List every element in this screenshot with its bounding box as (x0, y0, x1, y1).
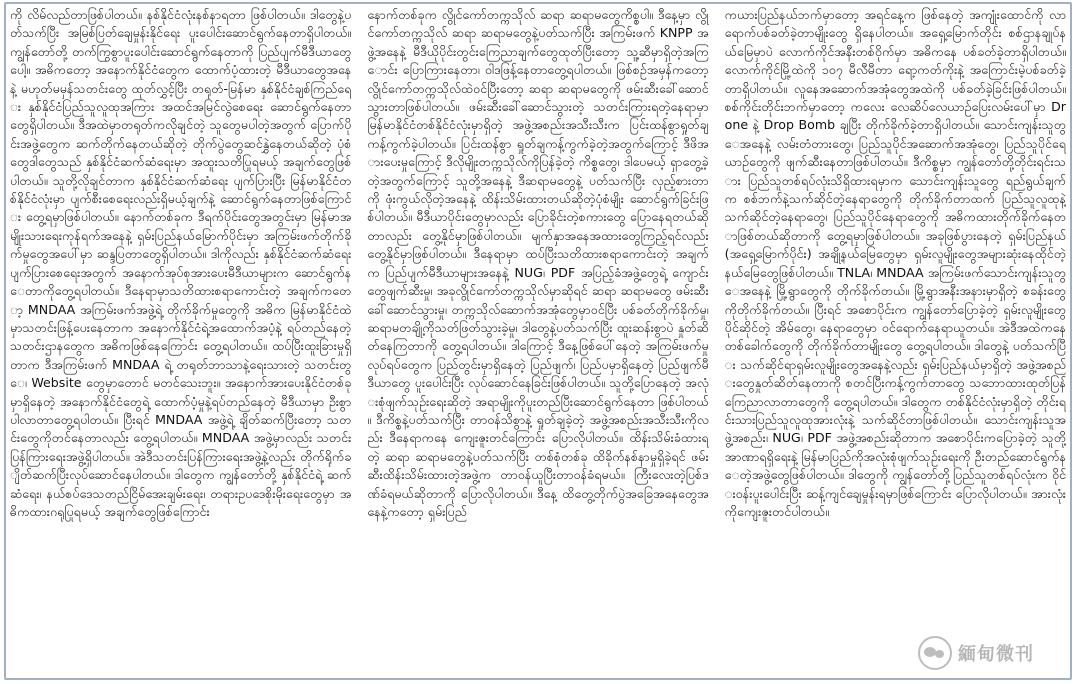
article-column-2 (367, 6, 708, 676)
column-1-text: ကို လိမ်လည်တာဖြစ်ပါတယ်။ နစ်နိုင်ငံလုံးနစ်နာရတာ ဖြစ်ပါတယ်။ ဒါတွေနဲ့ပတ်သက်ပြီး အမြစ်ပြတ်ချေမှုန်းနိုင်ရေး ပူးပေါင်းဆောင်ရွက်နေတာရှိပါတယ်။ ကျွန်တော်တို့ တက်ကြွစွာပူးပေါင်းဆောင်ရွက်နေတာကို ပြည်ပျက်မီဒီယာတွေပေါ့။ အဓိကတော့ အနောက်နိုင်ငံတွေက ထောက်ပံ့ထားတဲ့ မီဒီယာတွေအနေနဲ့ မဟုတ်မမှန်သတင်းတွေ ထုတ်လွှင့်ပြီး တရုတ်-မြန်မာ နှစ်နိုင်ငံချစ်ကြည်ရေး နှစ်နိုင်ငံပြည်သူလူထုအကြား အထင်အမြင်လွဲစေရေး ဆောင်ရွက်နေတာတွေရှိပါတယ်။ ဒီအထဲမှာတရုတ်ကလိုချင်တဲ့ သူတွေမပါတဲ့အတွက် ပြောက်ပိုင်းအဖွဲ့တွေက ဆက်တိုက်နေတယ်ဆိုတဲ့ တိုက်ပွဲတွေဆင်နွှဲနေတယ်ဆိုတဲ့ ပုံစံတွေဒါတွေသည် နှစ်နိုင်ငံဆက်ဆံရေးမှာ အထူးသတိပြုရမယ့် အချက်တွေဖြစ်ပါတယ်။ သူတို့လိုချင်တာက နှစ်နိုင်ငံဆက်ဆံရေး ပျက်ပြားပြီး မြန်မာနိုင်ငံတစ်နိုင်ငံလုံးမှာ ပျက်စီးစေရေးလည်းရှိမယ့်ချက်နဲ့ ဆောင်ရွက်နေတာဖြစ်ကြောင်း တွေ့ရမှာဖြစ်ပါတယ်။ နောက်တစ်ခုက ဒီရက်ပိုင်းတွေအတွင်းမှာ မြန်မာအမျိုးသားရေးကုန်ရက်အနေနဲ့ ရှမ်းပြည်နယ်မြောက်ပိုင်းမှာ အကြမ်းဖက်တိုက်ခိုက်မှုတွေအပေါ်မှာ ဆန္ဒပြတာတွေရှိပါတယ်။ ဒါကိုလည်း နှစ်နိုင်ငံဆက်ဆံရေးပျက်ပြားစေရေးအတွက် အနောက်အုပ်စုအားပေးမီဒီယာများက ဆောင်ရွက်နေတာကိုတွေ့ရပါတယ်။ ဒီနေရာမှာသတိထားစရာကောင်းတဲ့ အချက်ကတော့ MNDAA အကြမ်းဖက်အဖွဲ့ရဲ့ တိုက်ခိုက်မှုတွေကို အဓိက မြန်မာနိုင်ငံထဲမှာသတင်းဖြန့်ပေးနေတာက အနောက်နိုင်ငံရဲ့အထောက်အပံ့နဲ့ ရပ်တည်နေတဲ့သတင်းဌာနတွေက အဓိကဖြစ်နေကြောင်း တွေ့ရပါတယ်။ ထပ်ပြီးထူးခြားမှုရှိတာက ဒီအကြမ်းဖက် MNDAA ရဲ့ တရုတ်ဘာသာနဲ့ရေးသားတဲ့ သတင်းတွေ၊ Website တွေမှာတောင် မတင်သေးဘူး။ အနောက်အားပေးနိုင်ငံတစ်ခုမှာရှိနေတဲ့ အနောက်နိုင်ငံတွေရဲ့ ထောက်ပံ့မှုနဲ့ရပ်တည်နေတဲ့ မီဒီယာမှာ ဦးစွာပါလာတာတွေ့ရပါတယ်။ ပြီးရင် MNDAA အဖွဲ့ရဲ့ ချိတ်ဆက်ပြီးတော့ သတင်းတွေကိုတင်နေတာလည်း တွေ့ရပါတယ်။ MNDAA အဖွဲ့မှာလည်း သတင်းပြန်ကြားရေးအဖွဲ့ရှိပါတယ်။ အဲဒီသတင်းပြန်ကြားရေးအဖွဲ့နဲ့လည်း တိုက်ရိုက်ချိတ်ဆက်ပြီးလုပ်ဆောင်နေပါတယ်။ ဒါတွေက ကျွန်တော်တို့ နှစ်နိုင်ငံရဲ့ ဆက်ဆံရေး၊ နယ်စပ်ဒေသတည်ငြိမ်အေးချမ်းရေး၊ တရားဥပဒေစိုးမိုးရေးတွေမှာ အဓိကထားဂရုပြုရမယ့် အချက်တွေဖြစ်ကြောင်း (10, 7, 352, 519)
watermark-text: 緬甸微刊 (958, 644, 1034, 665)
wechat-icon (918, 636, 952, 670)
article-column-1 (10, 6, 351, 676)
article-column-3 (725, 6, 1066, 676)
watermark (918, 636, 1034, 670)
column-3-text: ကယားပြည်နယ်ဘက်မှာတော့ အရင်နေ့က ဖြစ်နေတဲ့ အကျုံးထောင်ကို လာရောက်ပစ်ခတ်ခဲ့တာမျိုးတွေ ရှိနေပါတယ်။ အရှေ့မြောက်တိုင်း စစ်ဌာနချုပ်နယ်မြေမှာပဲ လောက်ကိုင်အနီးတစ်ဝိုက်မှာ အဓိကနေ ပစ်ခတ်ခဲ့တာရှိပါတယ်။ လောက်ကိုင်မြို့ထဲကို ၁၀၇ မီလီမီတာ ရော့ကတ်ကိုးနဲ့ အကြောင်းမဲ့ပစ်ခတ်ခဲ့တာရှိပါတယ်။ လူနေအဆောက်အအုံတွေအထဲကို ပစ်ခတ်ခဲ့ခြင်းဖြစ်ပါတယ်။ စစ်ကိုင်းတိုင်းဘက်မှာတော့ ကလေး လေဆိပ်လေယာဉ်ပြေးလမ်းပေါ်မှာ Drone နဲ့ Drop Bomb ချပြီး တိုက်ခိုက်ခဲ့တာရှိပါတယ်။ သောင်းကျန်းသူတွေအနေနဲ့ လမ်းတံတားတွေ၊ ပြည်သူပိုင်အဆောက်အအုံတွေ၊ ပြည်သူပိုင်ရေယာဉ်တွေကို ဖျက်ဆီးနေတာဖြစ်ပါတယ်။ ဒီကိစ္စမှာ ကျွန်တော်တို့တိုင်းရင်းသား ပြည်သူတစ်ရပ်လုံးသိရှိထားရမှာက သောင်းကျန်းသူတွေ ရည်ရွယ်ချက်က စစ်ဘက်နဲ့သက်ဆိုင်တဲ့နေရာတွေကို တိုက်ခိုက်တာထက် ပြည်သူလူထုနဲ့သက်ဆိုင်တဲ့နေရာတွေ၊ ပြည်သူပိုင်နေရာတွေကို အဓိကထားတိုက်ခိုက်နေတာဖြစ်တယ်ဆိုတာကို တွေ့ရမှာဖြစ်ပါတယ်။ အခုဖြစ်ပွားနေတဲ့ ရှမ်းပြည်နယ်(အရှေ့မြောက်ပိုင်း) အချို့နယ်မြေတွေမှာ ရှမ်းလူမျိုးတွေအများဆုံးနေထိုင်တဲ့ နယ်မြေတွေဖြစ်ပါတယ်။ TNLA၊ MNDAA အကြမ်းဖက်သောင်းကျန်းသူတွေအနေနဲ့ မြို့ရွာတွေကို တိုက်ခိုက်တယ်။ မြို့ရွာအနီးအနားမှာရှိတဲ့ စခန်းတွေကိုတိုက်ခိုက်တယ်။ ပြီးရင် အစောပိုင်းက ကျွန်တော်ပြောခဲ့တဲ့ ရှမ်းလူမျိုးတွေပိုင်ဆိုင်တဲ့ အိမ်တွေ၊ နေရာတွေမှာ ဝင်ရောက်နေရာယူတယ်။ အဲဒီအထဲကနေ တစ်ခေါက်တွေကို တိုက်ခိုက်တာမျိုးတွေ တွေ့ရပါတယ်။ ဒါတွေနဲ့ ပတ်သက်ပြီး သက်ဆိုင်ရာရှမ်းလူမျိုးတွေအနေနဲ့လည်း ရှမ်းပြည်နယ်မှာရှိတဲ့ အဖွဲ့အစည်းတွေနှုတ်ဆိတ်နေတာကို စတင်ပြီးကန့်ကွက်တာတွေ သဘောထားထုတ်ပြန်ကြေညာလာတာတွေကို တွေ့ရပါတယ်။ ဒါတွေက တစ်နိုင်ငံလုံးမှာရှိတဲ့ တိုင်းရင်းသားပြည်သူလူထုအားလုံးနဲ့ သက်ဆိုင်တာဖြစ်ပါတယ်။ သောင်းကျန်းသူအဖွဲ့အစည်း၊ NUG၊ PDF အဖွဲ့အစည်းဆိုတာက အစောပိုင်းကပြောခဲ့တဲ့ သူတို့အာဏာရရှိရေးနဲ့ မြန်မာပြည်ကိုအလုံးစုံဖျက်သုဉ်းရေးကို ဦးတည်ဆောင်ရွက်နေတဲ့အဖွဲ့တွေဖြစ်ပါတယ်။ ဒါတွေကို ကျွန်တော်တို့ပြည်သူတစ်ရပ်လုံးက ဝိုင်းဝန်းပူးပေါင်းပြီး ဆန့်ကျင်ချေမှုန်းရမှာဖြစ်ကြောင်း ပြောလိုပါတယ်။ အားလုံးကိုကျေးဇူးတင်ပါတယ်။ (724, 7, 1066, 519)
article-columns (10, 6, 1066, 676)
column-2-text: နောက်တစ်ခုက လွိုင်ကော်တက္ကသိုလ် ဆရာ ဆရာမတွေကိစ္စပါ။ ဒီနေ့မှာ လွိုင်ကော်တက္ကသိုလ် ဆရာ ဆရာမတွေနဲ့ပတ်သက်ပြီး အကြမ်းဖက် KNPP အဖွဲ့အနေနဲ့ မီဒီယိုပိုင်းတွင်းကြေညာချက်တွေထုတ်ပြီးတော့ သူ့ဆီမှာရှိတဲ့အကြောင်း ပြောကြားနေတာ၊ ဝါဒဖြန့်နေတာတွေ့ရပါတယ်။ ဖြစ်စဉ်အမှန်ကတော့ လွိုင်ကော်တက္ကသိုလ်ထဲဝင်ပြီးတော့ ဆရာ ဆရာမတွေကို ဖမ်းဆီးခေါ်ဆောင်သွားတာဖြစ်ပါတယ်။ ဖမ်းဆီးခေါ်ဆောင်သွားတဲ့ သတင်းကြားရတဲ့နေရာမှာ မြန်မာနိုင်ငံတစ်နိုင်ငံလုံးမှာရှိတဲ့ အဖွဲ့အစည်းအသီးသီးက ပြင်းထန်စွာရှုတ်ချကန့်ကွက်ခဲ့ပါတယ်။ ပြင်းထန်စွာ ရှုတ်ချကန့်ကွက်ခဲ့တဲ့အတွက်ကြောင့် ဒီဖိအားပေးမှုကြောင့် ဒီလိုမျိုးတက္ကသိုလ်ကိုပြန်ခဲ့တဲ့ ကိစ္စတွေ၊ ဒါပေမယ့် ရှာတွေ့ခဲ့တဲ့အတွက်ကြောင့် သူတို့အနေနဲ့ ဒီဆရာမတွေနဲ့ ပတ်သက်ပြီး လှည့်စားတာကို ဖုံးကွယ်လိုတဲ့အနေနဲ့ ထိန်းသိမ်းထားတယ်ဆိုတဲ့ပုံစံမျိုး ဆောင်ရွက်ခြင်းဖြစ်ပါတယ်။ မီဒီယာပိုင်းတွေမှာလည်း ပြောခိုင်းတဲ့စကားတွေ ပြောနေရတယ်ဆိုတာလည်း တွေ့နိုင်မှာဖြစ်ပါတယ်။ မျက်နှာအနေအထားတွေကြည့်ရင်လည်း တွေ့နိုင်မှာဖြစ်ပါတယ်။ ဒီနေရာမှာ ထပ်ပြီးသတိထားစရာကောင်းတဲ့ အချက်က ပြည်ပျက်မီဒီယာများအနေနဲ့ NUG၊ PDF အပြည့်ခံအဖွဲ့တွေရဲ့ ကျောင်းတွေဖျက်ဆီးမှု၊ အခုလွိုင်ကော်တက္ကသိုလ်မှာဆိုရင် ဆရာ ဆရာမတွေ ဖမ်းဆီးခေါ်ဆောင်သွားမှု၊ တက္ကသိုလ်ဆောက်အအုံတွေမှာဝင်ပြီး ပစ်ခတ်တိုက်ခိုက်မှု၊ ဆရာမတချို့ကိုသတ်ဖြတ်သွားခဲ့မှု၊ ဒါတွေနဲ့ပတ်သက်ပြီး ထူးဆန်းစွာပဲ နှုတ်ဆိတ်နေကြတာကို တွေ့ရပါတယ်။ ဒါကြောင့် ဒီနေ့ဖြစ်ပေါ်နေတဲ့ အကြမ်းဖက်မှုလုပ်ရပ်တွေက ပြည်တွင်းမှာရှိနေတဲ့ ပြည်ဖျက်၊ ပြည်ပမှာရှိနေတဲ့ ပြည်ဖျက်မီဒီယာတွေ ပူးပေါင်းပြီး လုပ်ဆောင်နေခြင်းဖြစ်ပါတယ်။ သူတို့ပြောနေတဲ့ အလုံးစုံဖျက်သုဉ်းရေးဆိုတဲ့ အရာမျိုးကိုပူးတည်ပြီးဆောင်ရွက်နေတာ ဖြစ်ပါတယ်။ ဒီကိစ္စနဲ့ပတ်သက်ပြီး တာဝန်သိစွာနဲ့ ရှုတ်ချခဲ့တဲ့ အဖွဲ့အစည်းအသီးသီးကိုလည်း ဒီနေရာကနေ ကျေးဇူးတင်ကြောင်း ပြောလိုပါတယ်။ ထိန်းသိမ်းခံထားရတဲ့ ဆရာ ဆရာမတွေနဲ့ပတ်သက်ပြီး တစ်စုံတစ်ခု ထိခိုက်နစ်နာမှုရှိခဲ့ရင် ဖမ်းဆီးထိန်းသိမ်းထားတဲ့အဖွဲ့က တာဝန်ယူပြီးတာဝန်ခံရမယ်။ ကြီးလေးတဲ့ပြစ်ဒဏ်ခံရမယ်ဆိုတာကို ပြောလိုပါတယ်။ ဒီနေ့ ထိတွေ့တိုက်ပွဲအခြေအနေတွေအနေနဲ့ကတော့ ရှမ်းပြည် (367, 7, 709, 519)
